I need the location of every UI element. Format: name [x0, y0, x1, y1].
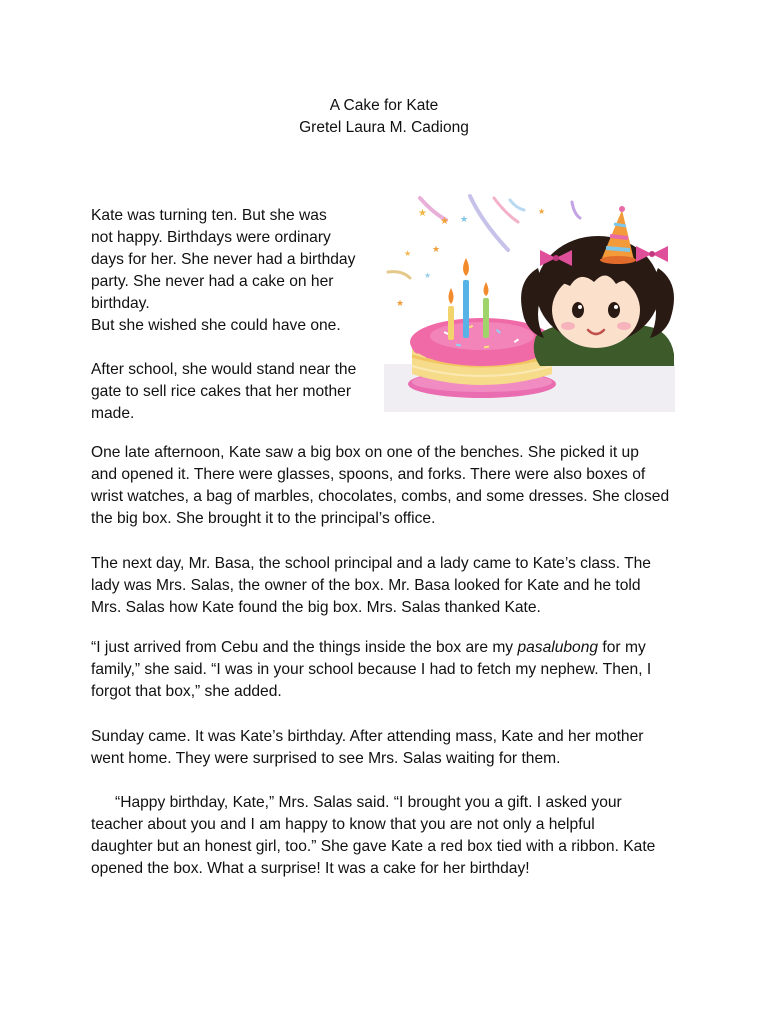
- svg-text:★: ★: [404, 249, 412, 258]
- svg-text:★: ★: [418, 208, 427, 219]
- text-line: daughter but an honest girl, too.” She gave Kate a red box tied with a ribbon. Kate: [91, 838, 656, 855]
- paragraph-found-box: [91, 442, 691, 530]
- story-title: A Cake for Kate: [329, 97, 439, 114]
- text-line: days for her. She never had a birthday: [91, 251, 356, 268]
- text-line: family,” she said. “I was in your school because I had to fetch my nephew. Then, I: [91, 661, 652, 678]
- svg-text:★: ★: [396, 299, 405, 309]
- paragraph-sunday: [91, 726, 691, 770]
- text-line: “I just arrived from Cebu and the things inside the box are my pasalubong for my: [91, 639, 646, 656]
- text-line: the big box. She brought it to the principal’s office.: [91, 510, 436, 527]
- text-line: birthday.: [91, 295, 150, 312]
- italic-word: pasalubong: [517, 639, 599, 656]
- intro-paragraphs: [91, 205, 381, 425]
- text-line: Sunday came. It was Kate’s birthday. After attending mass, Kate and her mother: [91, 728, 644, 745]
- text-line: Mrs. Salas how Kate found the big box. Mrs. Salas thanked Kate.: [91, 599, 541, 616]
- text-line: gate to sell rice cakes that her mother: [91, 383, 352, 400]
- svg-text:★: ★: [440, 216, 449, 227]
- text-line: Kate was turning ten. But she was: [91, 207, 327, 224]
- story-author: Gretel Laura M. Cadiong: [299, 119, 469, 136]
- text-line: After school, she would stand near the: [91, 361, 357, 378]
- text-line: not happy. Birthdays were ordinary: [91, 229, 331, 246]
- text-line: “Happy birthday, Kate,” Mrs. Salas said. “I brought you a gift. I asked your: [115, 794, 622, 811]
- text-line: and opened it. There were glasses, spoons, and forks. There were also boxes of: [91, 466, 646, 483]
- svg-text:★: ★: [538, 207, 546, 216]
- text-line: teacher about you and I am happy to know that you are not only a helpful: [91, 816, 595, 833]
- svg-text:★: ★: [460, 215, 469, 225]
- text-line: made.: [91, 405, 135, 422]
- birthday-illustration: [384, 194, 675, 412]
- text-line: But she wished she could have one.: [91, 317, 341, 334]
- text-line: forgot that box,” she added.: [91, 683, 282, 700]
- paragraph-principal-visit: [91, 553, 691, 619]
- text-line: One late afternoon, Kate saw a big box on one of the benches. She picked it up: [91, 444, 639, 461]
- text-line: went home. They were surprised to see Mrs. Salas waiting for them.: [91, 750, 561, 767]
- title-block: [0, 95, 768, 139]
- text-line: opened the box. What a surprise! It was a cake for her birthday!: [91, 860, 530, 877]
- text-line: wrist watches, a bag of marbles, chocolates, combs, and some dresses. She closed: [91, 488, 670, 505]
- text-line: lady was Mrs. Salas, the owner of the box. Mr. Basa looked for Kate and he told: [91, 577, 641, 594]
- paragraph-gift: [91, 792, 691, 880]
- text-line: party. She never had a cake on her: [91, 273, 334, 290]
- text-line: The next day, Mr. Basa, the school principal and a lady came to Kate’s class. The: [91, 555, 651, 572]
- paragraph-pasalubong: [91, 637, 691, 703]
- svg-text:★: ★: [424, 271, 432, 280]
- svg-text:★: ★: [432, 245, 441, 255]
